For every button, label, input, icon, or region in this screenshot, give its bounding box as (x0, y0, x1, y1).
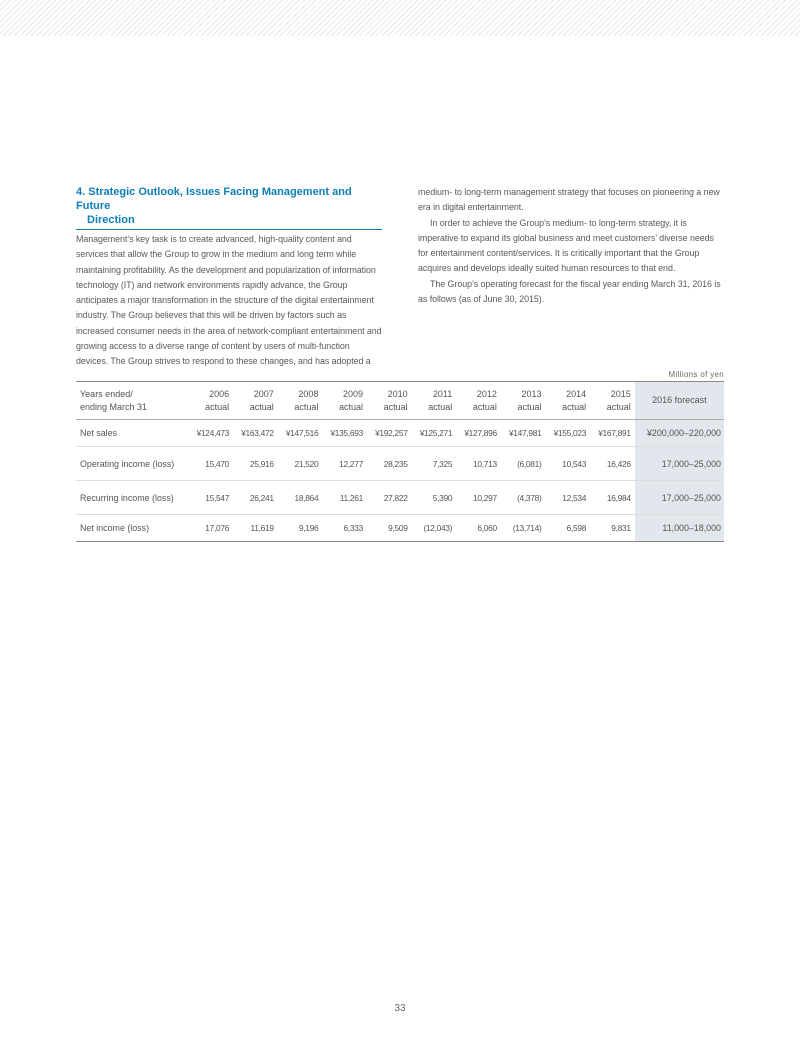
header-actual: actual (294, 401, 319, 412)
header-year: 2011 (432, 388, 453, 399)
forecast-cell: ¥200,000–220,000 (635, 420, 724, 447)
header-year-cell (501, 382, 546, 420)
header-year: 2012 (476, 388, 497, 399)
table-row (76, 420, 724, 447)
table-cell: 9,509 (388, 523, 408, 533)
header-year-cell (233, 382, 278, 420)
table-cell: ¥147,516 (278, 420, 323, 447)
table-cell: 5,390 (412, 481, 457, 515)
table-cell: 10,297 (456, 481, 501, 515)
right-paragraph-3: The Group’s operating forecast for the fiscal year ending March 31, 2016 is as follows (as of June 30, 2015). (418, 278, 721, 305)
row-label: Operating income (loss) (76, 447, 189, 481)
table-cell: 11,261 (322, 481, 367, 515)
table-cell: 16,426 (590, 447, 635, 481)
header-year-cell (590, 382, 635, 420)
header-year: 2014 (566, 388, 587, 399)
header-year: 2008 (298, 388, 319, 399)
header-year: 2009 (342, 388, 363, 399)
header-year-cell (189, 382, 234, 420)
table-cell: 12,534 (546, 481, 591, 515)
table-cell: 12,277 (322, 447, 367, 481)
header-label-line2: ending March 31 (80, 401, 148, 412)
table-cell: 16,984 (590, 481, 635, 515)
table-cell: 17,076 (205, 523, 230, 533)
header-actual: actual (562, 401, 587, 412)
row-label: Net income (loss) (80, 523, 150, 533)
section-heading-line2: Direction (87, 214, 135, 226)
table-cell: 26,241 (233, 481, 278, 515)
table-cell: 28,235 (367, 447, 412, 481)
table-cell: 9,196 (298, 523, 319, 533)
header-year: 2006 (209, 388, 230, 399)
table-cell: ¥167,891 (590, 420, 635, 447)
header-year-cell (456, 382, 501, 420)
header-year-cell (412, 382, 457, 420)
table-cell: 6,598 (566, 523, 587, 533)
header-label-cell (76, 382, 189, 420)
table-cell: ¥147,981 (501, 420, 546, 447)
table-cell: (13,714) (512, 523, 542, 533)
header-year-cell (367, 382, 412, 420)
table-row (76, 447, 724, 481)
header-actual: actual (428, 401, 453, 412)
table-cell: 10,543 (546, 447, 591, 481)
header-forecast-cell: 2016 forecast (635, 382, 724, 420)
table-cell: (4,378) (501, 481, 546, 515)
table-row (76, 481, 724, 515)
table-cell: 11,619 (250, 523, 274, 533)
table-cell: ¥155,023 (546, 420, 591, 447)
table-cell: 6,333 (343, 523, 363, 533)
table-cell: ¥125,271 (412, 420, 457, 447)
forecast-cell: 17,000–25,000 (635, 481, 724, 515)
table-cell: 15,470 (189, 447, 234, 481)
header-year: 2015 (610, 388, 631, 399)
row-label: Recurring income (loss) (76, 481, 189, 515)
table-cell: ¥135,693 (322, 420, 367, 447)
table-cell: 10,713 (456, 447, 501, 481)
header-year: 2007 (253, 388, 274, 399)
header-actual: actual (249, 401, 274, 412)
right-paragraph-2: In order to achieve the Group’s medium- to long-term strategy, it is imperative to expand its global business and meet customers’ diverse needs for entertainment content/services. It is critically important that the Group acquires and develops ideally suited human resources to that end. (418, 217, 714, 274)
header-label-line1: Years ended/ (80, 388, 133, 399)
header-actual: actual (338, 401, 363, 412)
table-cell: 27,822 (367, 481, 412, 515)
table-cell: 21,520 (278, 447, 323, 481)
forecast-cell: 17,000–25,000 (635, 447, 724, 481)
header-year: 2013 (521, 388, 542, 399)
table-cell: 6,060 (477, 523, 497, 533)
table-header-row (76, 382, 724, 420)
left-column (76, 185, 382, 370)
table-cell: 7,325 (412, 447, 457, 481)
table-cell: ¥127,896 (456, 420, 501, 447)
table-cell: 9,831 (611, 523, 631, 533)
table-row (76, 515, 724, 542)
header-year-cell (546, 382, 591, 420)
header-year-cell (322, 382, 367, 420)
header-year-cell (278, 382, 323, 420)
table-cell: 18,864 (278, 481, 323, 515)
section-heading (76, 185, 382, 230)
header-year: 2010 (387, 388, 408, 399)
header-actual: actual (205, 401, 230, 412)
table-cell: (12,043) (423, 523, 453, 533)
table-cell: (6,081) (501, 447, 546, 481)
section-heading-line1: 4. Strategic Outlook, Issues Facing Management and Future (76, 186, 352, 212)
header-actual: actual (517, 401, 542, 412)
table-cell: 25,916 (233, 447, 278, 481)
page-number: 33 (394, 1003, 406, 1014)
right-column (418, 185, 724, 307)
header-actual: actual (606, 401, 631, 412)
forecast-cell: 11,000–18,000 (635, 515, 724, 542)
right-paragraph-1: medium- to long-term management strategy that focuses on pioneering a new era in digital entertainment. (418, 187, 720, 213)
table-cell: ¥163,472 (233, 420, 278, 447)
table-cell: ¥192,257 (367, 420, 412, 447)
header-actual: actual (472, 401, 497, 412)
left-paragraph: Management’s key task is to create advanced, high-quality content and services that allow the Group to grow in the medium and long term while maintaining profitability. As the development and popularization of information technology (IT) and network environments rapidly advance, the Group anticipates a major transformation in the structure of the digital entertainment industry. The Group believes that this will be driven by factors such as increased consumer needs in the area of network-compliant entertainment and growing access to a diverse range of content by users of multi-function devices. The Group strives to respond to these changes, and has adopted a (76, 234, 382, 367)
table-units-note: Millions of yen (668, 370, 724, 379)
financial-forecast-table (76, 381, 724, 542)
header-hatch-band (0, 0, 800, 36)
table-cell: ¥124,473 (189, 420, 234, 447)
table-cell: 15,547 (189, 481, 234, 515)
row-label: Net sales (76, 420, 189, 447)
header-actual: actual (383, 401, 408, 412)
